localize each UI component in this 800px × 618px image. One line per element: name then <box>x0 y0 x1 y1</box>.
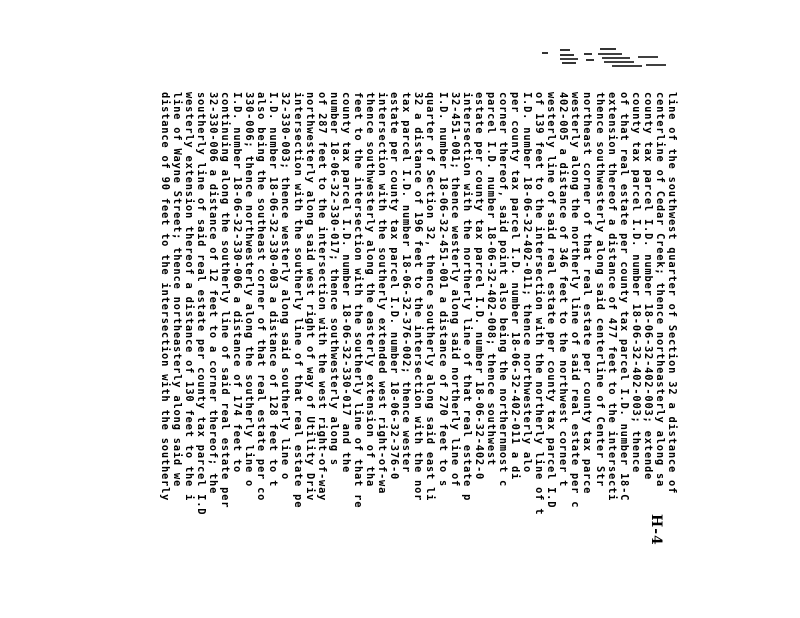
text-line: of 139 feet to the intersection with the northerly line of t <box>533 92 546 516</box>
text-line: tax parcel I.D. number 18-06-32-376-002; thence wester <box>400 92 413 474</box>
text-line: thence southwesterly along the easterly extension of tha <box>364 92 377 488</box>
text-line: line of Wayne Street; thence northeasterly along said we <box>170 92 183 488</box>
text-line: I.D. number 18-06-32-451-001 a distance of 270 feet to s <box>436 92 449 488</box>
scan-artifact-marks <box>542 46 672 72</box>
text-line: county tax parcel I.D. number 18-06-32-402-003; extende <box>641 92 654 481</box>
text-line: intersection with the southerly extended west right-of-wa <box>376 92 389 495</box>
text-line: I.D. number 18-06-32-330-006 a distance of 174 feet to <box>231 92 244 474</box>
text-line: centerline of Cedar Creek; thence northeasterly along sa <box>653 92 666 488</box>
text-line: I.D. number 18-06-32-330-003 a distance of 128 feet to t <box>267 92 280 488</box>
text-line: county tax parcel I.D. number 18-06-32-402-003; thence <box>629 92 642 474</box>
text-line: westerly along the northerly line of said real estate per c <box>569 92 582 509</box>
text-line: per county tax parcel I.D. number 18-06-32-402-011 a di <box>508 92 521 481</box>
text-line: estate per county tax parcel I.D. number 18-06-32-376-0 <box>388 92 401 481</box>
text-line: estate per county tax parcel I.D. number 18-06-32-402-0 <box>472 92 485 481</box>
text-line: intersection with the northerly line of that real estate p <box>460 92 473 502</box>
text-line: southerly line of said real estate per county tax parcel I.D <box>194 92 207 516</box>
text-line: of that real estate per county tax parcel I.D. number 18-C <box>617 92 630 502</box>
text-line: of 287 feet to the intersection with the west right-of-way <box>315 92 328 502</box>
text-line: feet to the intersection with the southerly line of that re <box>351 92 364 509</box>
text-line: line of the southwest quarter of Section 32 a distance of <box>666 92 678 495</box>
text-line: also being the southeast corner of that real estate per co <box>255 92 268 502</box>
text-line: 32-330-006 a distance of 12 feet to a corner thereof; the <box>207 92 220 495</box>
text-line: westerly extension thereof a distance of 130 feet to the i <box>182 92 195 502</box>
text-line: parcel I.D. number 18-06-32-402-008; thence southwest <box>484 92 497 466</box>
text-line: I.D. number 18-06-32-402-011; thence northwesterly alo <box>521 92 534 474</box>
text-line: 330-006; thence northwesterly along the southerly line o <box>243 92 256 488</box>
text-line: westerly line of said real estate per county tax parcel I.D <box>545 92 558 509</box>
text-line: corner thereof, said point also being the northernmost c <box>496 92 509 488</box>
text-line: 402-005 a distance of 346 feet to the northwest corner t <box>557 92 570 488</box>
text-line: intersection with the southerly line of that real estate pe <box>291 92 304 509</box>
text-line: 32-451-001; thence westerly along said northerly line of <box>448 92 461 488</box>
text-line: county tax parcel I.D. number 18-06-32-330-017 and the <box>339 92 352 474</box>
text-line: distance of 90 feet to the intersection with the southerly <box>158 92 171 502</box>
text-line: number 18-06-32-330-017; thence southwesterly along s <box>327 92 340 466</box>
text-line: northeast corner of that real estate per county tax parce <box>581 92 594 495</box>
text-line: quarter of Section 32, thence southerly along said east li <box>424 92 437 502</box>
text-line: 32 a distance of 196 feet to the intersection with the nor <box>412 92 425 502</box>
text-line: thence southwesterly along said centerline of Center Str <box>593 92 606 488</box>
text-line: continuing along the southerly line of said real estate per <box>219 92 232 509</box>
legal-description-text <box>138 92 678 618</box>
text-line: northwesterly along said west right of way of Utility Driv <box>303 92 316 502</box>
text-line: 32-330-003; thence westerly along said southerly line o <box>279 92 292 481</box>
text-line: extension thereof a distance of 477 feet to the intersecti <box>605 92 618 502</box>
page-number: H-4 <box>648 514 664 546</box>
rotated-document <box>98 92 678 618</box>
